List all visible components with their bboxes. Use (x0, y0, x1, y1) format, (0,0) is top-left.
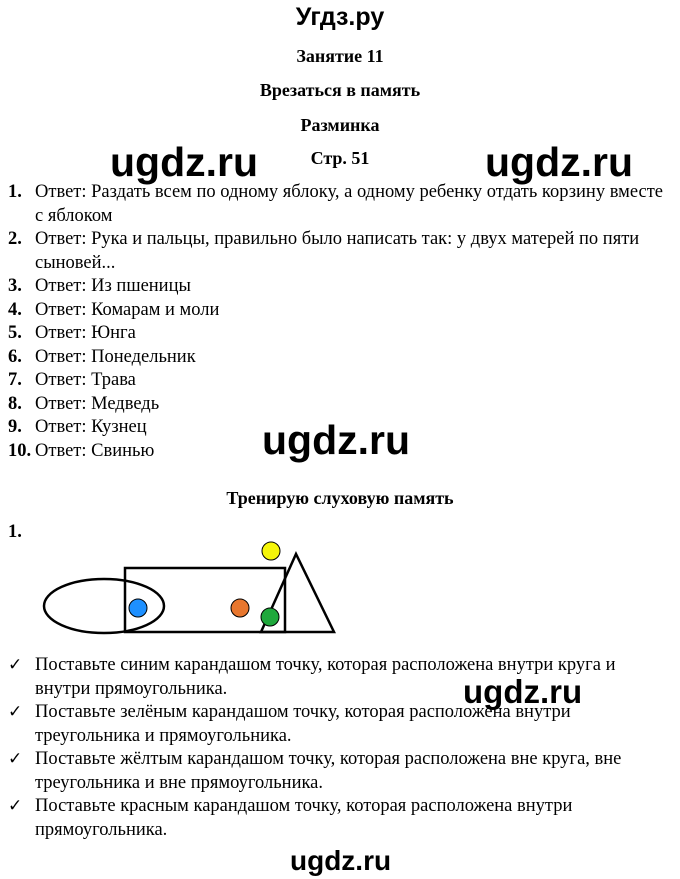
instruction-text: Поставьте жёлтым карандашом точку, которая расположена вне круга, вне треугольника и вне прямоугольника. (35, 749, 622, 793)
site-title: Угдз.ру (295, 3, 385, 31)
answer-number: 1. (8, 182, 22, 202)
answer-text: Ответ: Комарам и моли (35, 299, 220, 320)
section-title: Тренирую слуховую память (226, 488, 454, 508)
instruction-text: Поставьте красным карандашом точку, которая расположена внутри прямоугольника. (35, 796, 573, 840)
topic-title: Врезаться в память (259, 80, 421, 100)
green-dot (261, 608, 279, 626)
answer-text: Ответ: Свинью (35, 440, 155, 461)
answer-number: 5. (8, 323, 22, 343)
instruction-text: Поставьте синим карандашом точку, которая расположена внутри круга и внутри прямоугольника. (35, 655, 616, 699)
answer-number: 7. (8, 370, 22, 390)
task-number: 1. (8, 522, 22, 542)
answer-text: Ответ: Из пшеницы (35, 276, 191, 296)
answer-number: 3. (8, 276, 22, 296)
page-ref: Стр. 51 (310, 148, 370, 168)
list-item (8, 748, 668, 795)
checkmark-icon: ✓ (8, 796, 23, 816)
answer-text: Ответ: Трава (35, 370, 136, 390)
blue-dot (129, 599, 147, 617)
answer-text: Ответ: Раздать всем по одному яблоку, а одному ребенку отдать корзину вместе с яблоком (35, 182, 663, 226)
answer-number: 6. (8, 346, 22, 367)
checkmark-icon: ✓ (8, 655, 23, 675)
list-item (8, 275, 673, 299)
lesson-title: Занятие 11 (296, 46, 384, 66)
checkmark-icon: ✓ (8, 749, 23, 769)
watermark: ugdz.ru (485, 139, 634, 185)
rectangle-shape (125, 568, 285, 632)
list-item (8, 228, 673, 275)
list-item (8, 393, 673, 417)
answer-number: 10. (8, 440, 32, 461)
answer-text: Ответ: Юнга (35, 323, 136, 343)
watermark: ugdz.ru (290, 845, 392, 876)
shapes-figure (40, 538, 340, 638)
answer-number: 8. (8, 393, 22, 414)
warmup-title: Разминка (300, 115, 380, 135)
watermark: ugdz.ru (110, 139, 259, 185)
answer-text: Ответ: Кузнец (35, 417, 147, 437)
checkmark-icon: ✓ (8, 702, 23, 722)
answer-number: 9. (8, 417, 22, 437)
watermark: ugdz.ru (463, 673, 583, 710)
list-item (8, 299, 673, 323)
list-item (8, 346, 673, 370)
watermark: ugdz.ru (262, 417, 411, 463)
list-item (8, 181, 673, 228)
list-item (8, 795, 668, 842)
list-item (8, 322, 673, 346)
orange-dot (231, 599, 249, 617)
answer-text: Ответ: Рука и пальцы, правильно было написать так: у двух матерей по пяти сыновей... (35, 229, 640, 273)
yellow-dot (262, 542, 280, 560)
answer-number: 2. (8, 229, 22, 249)
answer-text: Ответ: Медведь (35, 393, 160, 414)
list-item (8, 369, 673, 393)
instruction-text: Поставьте зелёным карандашом точку, которая расположена внутри треугольника и прямоугольника. (35, 702, 571, 746)
answer-text: Ответ: Понедельник (35, 346, 196, 367)
answer-number: 4. (8, 299, 22, 320)
